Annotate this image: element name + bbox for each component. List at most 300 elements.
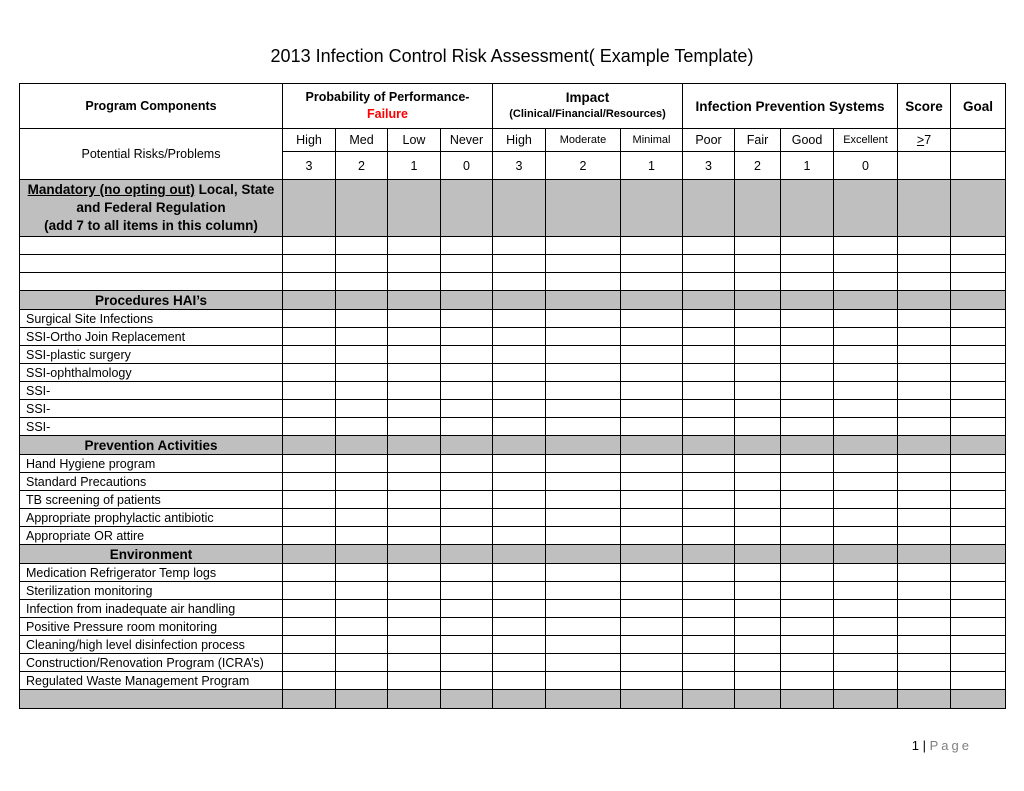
entry-cell[interactable] xyxy=(834,346,898,364)
entry-cell[interactable] xyxy=(621,180,683,237)
entry-cell[interactable] xyxy=(781,473,834,491)
entry-cell[interactable] xyxy=(781,418,834,436)
entry-cell[interactable] xyxy=(441,618,493,636)
entry-cell[interactable] xyxy=(388,455,441,473)
entry-cell[interactable] xyxy=(781,364,834,382)
entry-cell[interactable] xyxy=(493,690,546,709)
entry-cell[interactable] xyxy=(546,654,621,672)
entry-cell[interactable] xyxy=(898,564,951,582)
entry-cell[interactable] xyxy=(388,291,441,310)
entry-cell[interactable] xyxy=(621,455,683,473)
entry-cell[interactable] xyxy=(735,237,781,255)
entry-cell[interactable] xyxy=(898,400,951,418)
entry-cell[interactable] xyxy=(781,582,834,600)
entry-cell[interactable] xyxy=(951,545,1006,564)
entry-cell[interactable] xyxy=(546,618,621,636)
entry-cell[interactable] xyxy=(951,618,1006,636)
entry-cell[interactable] xyxy=(441,180,493,237)
entry-cell[interactable] xyxy=(834,672,898,690)
entry-cell[interactable] xyxy=(781,618,834,636)
entry-cell[interactable] xyxy=(336,690,388,709)
entry-cell[interactable] xyxy=(898,346,951,364)
entry-cell[interactable] xyxy=(621,364,683,382)
entry-cell[interactable] xyxy=(546,291,621,310)
entry-cell[interactable] xyxy=(493,527,546,545)
entry-cell[interactable] xyxy=(388,473,441,491)
entry-cell[interactable] xyxy=(621,400,683,418)
entry-cell[interactable] xyxy=(951,400,1006,418)
entry-cell[interactable] xyxy=(898,382,951,400)
entry-cell[interactable] xyxy=(898,328,951,346)
entry-cell[interactable] xyxy=(546,180,621,237)
entry-cell[interactable] xyxy=(336,418,388,436)
entry-cell[interactable] xyxy=(781,455,834,473)
entry-cell[interactable] xyxy=(735,545,781,564)
entry-cell[interactable] xyxy=(493,636,546,654)
entry-cell[interactable] xyxy=(834,255,898,273)
entry-cell[interactable] xyxy=(735,654,781,672)
entry-cell[interactable] xyxy=(388,545,441,564)
entry-cell[interactable] xyxy=(834,291,898,310)
entry-cell[interactable] xyxy=(283,564,336,582)
entry-cell[interactable] xyxy=(336,255,388,273)
entry-cell[interactable] xyxy=(388,364,441,382)
entry-cell[interactable] xyxy=(951,654,1006,672)
entry-cell[interactable] xyxy=(441,690,493,709)
entry-cell[interactable] xyxy=(951,672,1006,690)
entry-cell[interactable] xyxy=(834,310,898,328)
entry-cell[interactable] xyxy=(735,600,781,618)
entry-cell[interactable] xyxy=(388,255,441,273)
entry-cell[interactable] xyxy=(898,237,951,255)
entry-cell[interactable] xyxy=(441,310,493,328)
entry-cell[interactable] xyxy=(834,418,898,436)
entry-cell[interactable] xyxy=(781,346,834,364)
entry-cell[interactable] xyxy=(781,654,834,672)
entry-cell[interactable] xyxy=(336,672,388,690)
entry-cell[interactable] xyxy=(388,491,441,509)
entry-cell[interactable] xyxy=(546,636,621,654)
entry-cell[interactable] xyxy=(898,455,951,473)
entry-cell[interactable] xyxy=(781,690,834,709)
entry-cell[interactable] xyxy=(834,582,898,600)
entry-cell[interactable] xyxy=(546,690,621,709)
entry-cell[interactable] xyxy=(441,364,493,382)
entry-cell[interactable] xyxy=(781,255,834,273)
entry-cell[interactable] xyxy=(283,436,336,455)
entry-cell[interactable] xyxy=(546,346,621,364)
entry-cell[interactable] xyxy=(683,690,735,709)
entry-cell[interactable] xyxy=(621,291,683,310)
entry-cell[interactable] xyxy=(898,600,951,618)
entry-cell[interactable] xyxy=(683,618,735,636)
entry-cell[interactable] xyxy=(336,436,388,455)
entry-cell[interactable] xyxy=(683,582,735,600)
entry-cell[interactable] xyxy=(388,636,441,654)
entry-cell[interactable] xyxy=(781,564,834,582)
entry-cell[interactable] xyxy=(546,364,621,382)
entry-cell[interactable] xyxy=(621,636,683,654)
entry-cell[interactable] xyxy=(781,491,834,509)
entry-cell[interactable] xyxy=(621,545,683,564)
entry-cell[interactable] xyxy=(834,382,898,400)
entry-cell[interactable] xyxy=(834,180,898,237)
entry-cell[interactable] xyxy=(834,636,898,654)
entry-cell[interactable] xyxy=(951,364,1006,382)
entry-cell[interactable] xyxy=(441,418,493,436)
entry-cell[interactable] xyxy=(834,273,898,291)
entry-cell[interactable] xyxy=(735,328,781,346)
entry-cell[interactable] xyxy=(834,600,898,618)
entry-cell[interactable] xyxy=(951,527,1006,545)
entry-cell[interactable] xyxy=(493,654,546,672)
entry-cell[interactable] xyxy=(683,636,735,654)
entry-cell[interactable] xyxy=(683,672,735,690)
entry-cell[interactable] xyxy=(781,436,834,455)
entry-cell[interactable] xyxy=(735,455,781,473)
entry-cell[interactable] xyxy=(781,291,834,310)
entry-cell[interactable] xyxy=(493,473,546,491)
entry-cell[interactable] xyxy=(493,273,546,291)
entry-cell[interactable] xyxy=(781,636,834,654)
entry-cell[interactable] xyxy=(546,382,621,400)
entry-cell[interactable] xyxy=(493,255,546,273)
entry-cell[interactable] xyxy=(546,545,621,564)
entry-cell[interactable] xyxy=(336,618,388,636)
entry-cell[interactable] xyxy=(834,690,898,709)
entry-cell[interactable] xyxy=(336,509,388,527)
entry-cell[interactable] xyxy=(388,400,441,418)
entry-cell[interactable] xyxy=(283,455,336,473)
entry-cell[interactable] xyxy=(441,654,493,672)
entry-cell[interactable] xyxy=(493,545,546,564)
entry-cell[interactable] xyxy=(493,600,546,618)
entry-cell[interactable] xyxy=(441,328,493,346)
entry-cell[interactable] xyxy=(336,310,388,328)
entry-cell[interactable] xyxy=(441,636,493,654)
entry-cell[interactable] xyxy=(834,364,898,382)
entry-cell[interactable] xyxy=(441,400,493,418)
entry-cell[interactable] xyxy=(951,382,1006,400)
entry-cell[interactable] xyxy=(683,291,735,310)
entry-cell[interactable] xyxy=(621,690,683,709)
entry-cell[interactable] xyxy=(493,364,546,382)
entry-cell[interactable] xyxy=(735,418,781,436)
entry-cell[interactable] xyxy=(336,400,388,418)
entry-cell[interactable] xyxy=(735,310,781,328)
entry-cell[interactable] xyxy=(283,310,336,328)
entry-cell[interactable] xyxy=(493,346,546,364)
entry-cell[interactable] xyxy=(283,291,336,310)
entry-cell[interactable] xyxy=(781,545,834,564)
entry-cell[interactable] xyxy=(388,527,441,545)
entry-cell[interactable] xyxy=(781,310,834,328)
entry-cell[interactable] xyxy=(898,636,951,654)
entry-cell[interactable] xyxy=(898,654,951,672)
entry-cell[interactable] xyxy=(951,180,1006,237)
entry-cell[interactable] xyxy=(898,473,951,491)
entry-cell[interactable] xyxy=(898,436,951,455)
entry-cell[interactable] xyxy=(336,636,388,654)
entry-cell[interactable] xyxy=(283,328,336,346)
entry-cell[interactable] xyxy=(898,418,951,436)
entry-cell[interactable] xyxy=(493,328,546,346)
entry-cell[interactable] xyxy=(283,545,336,564)
entry-cell[interactable] xyxy=(834,527,898,545)
entry-cell[interactable] xyxy=(493,180,546,237)
entry-cell[interactable] xyxy=(898,491,951,509)
entry-cell[interactable] xyxy=(834,491,898,509)
entry-cell[interactable] xyxy=(493,582,546,600)
entry-cell[interactable] xyxy=(283,618,336,636)
entry-cell[interactable] xyxy=(493,672,546,690)
entry-cell[interactable] xyxy=(283,527,336,545)
entry-cell[interactable] xyxy=(283,636,336,654)
entry-cell[interactable] xyxy=(441,237,493,255)
entry-cell[interactable] xyxy=(951,690,1006,709)
entry-cell[interactable] xyxy=(735,400,781,418)
entry-cell[interactable] xyxy=(388,582,441,600)
entry-cell[interactable] xyxy=(781,273,834,291)
entry-cell[interactable] xyxy=(621,672,683,690)
entry-cell[interactable] xyxy=(441,509,493,527)
entry-cell[interactable] xyxy=(388,564,441,582)
entry-cell[interactable] xyxy=(951,491,1006,509)
entry-cell[interactable] xyxy=(683,564,735,582)
entry-cell[interactable] xyxy=(735,582,781,600)
entry-cell[interactable] xyxy=(621,473,683,491)
entry-cell[interactable] xyxy=(781,237,834,255)
entry-cell[interactable] xyxy=(735,291,781,310)
entry-cell[interactable] xyxy=(951,310,1006,328)
entry-cell[interactable] xyxy=(336,346,388,364)
entry-cell[interactable] xyxy=(735,509,781,527)
entry-cell[interactable] xyxy=(621,273,683,291)
entry-cell[interactable] xyxy=(441,582,493,600)
entry-cell[interactable] xyxy=(898,509,951,527)
entry-cell[interactable] xyxy=(493,455,546,473)
entry-cell[interactable] xyxy=(834,455,898,473)
entry-cell[interactable] xyxy=(683,255,735,273)
entry-cell[interactable] xyxy=(546,328,621,346)
entry-cell[interactable] xyxy=(336,582,388,600)
entry-cell[interactable] xyxy=(546,527,621,545)
entry-cell[interactable] xyxy=(735,382,781,400)
entry-cell[interactable] xyxy=(735,473,781,491)
entry-cell[interactable] xyxy=(441,672,493,690)
entry-cell[interactable] xyxy=(441,545,493,564)
entry-cell[interactable] xyxy=(336,654,388,672)
entry-cell[interactable] xyxy=(781,672,834,690)
entry-cell[interactable] xyxy=(951,273,1006,291)
entry-cell[interactable] xyxy=(834,545,898,564)
entry-cell[interactable] xyxy=(898,310,951,328)
entry-cell[interactable] xyxy=(493,237,546,255)
entry-cell[interactable] xyxy=(735,180,781,237)
entry-cell[interactable] xyxy=(336,382,388,400)
entry-cell[interactable] xyxy=(621,382,683,400)
entry-cell[interactable] xyxy=(834,237,898,255)
entry-cell[interactable] xyxy=(546,473,621,491)
entry-cell[interactable] xyxy=(735,255,781,273)
entry-cell[interactable] xyxy=(898,255,951,273)
entry-cell[interactable] xyxy=(951,600,1006,618)
entry-cell[interactable] xyxy=(336,273,388,291)
entry-cell[interactable] xyxy=(546,273,621,291)
entry-cell[interactable] xyxy=(621,582,683,600)
entry-cell[interactable] xyxy=(441,455,493,473)
entry-cell[interactable] xyxy=(336,455,388,473)
entry-cell[interactable] xyxy=(683,310,735,328)
entry-cell[interactable] xyxy=(898,672,951,690)
entry-cell[interactable] xyxy=(951,418,1006,436)
entry-cell[interactable] xyxy=(441,255,493,273)
entry-cell[interactable] xyxy=(621,564,683,582)
entry-cell[interactable] xyxy=(283,180,336,237)
entry-cell[interactable] xyxy=(621,237,683,255)
entry-cell[interactable] xyxy=(735,672,781,690)
entry-cell[interactable] xyxy=(735,636,781,654)
entry-cell[interactable] xyxy=(834,509,898,527)
entry-cell[interactable] xyxy=(735,436,781,455)
entry-cell[interactable] xyxy=(546,436,621,455)
entry-cell[interactable] xyxy=(336,364,388,382)
entry-cell[interactable] xyxy=(621,491,683,509)
entry-cell[interactable] xyxy=(336,491,388,509)
entry-cell[interactable] xyxy=(951,636,1006,654)
entry-cell[interactable] xyxy=(546,509,621,527)
entry-cell[interactable] xyxy=(621,509,683,527)
entry-cell[interactable] xyxy=(493,310,546,328)
entry-cell[interactable] xyxy=(493,509,546,527)
entry-cell[interactable] xyxy=(683,382,735,400)
entry-cell[interactable] xyxy=(388,382,441,400)
entry-cell[interactable] xyxy=(283,346,336,364)
entry-cell[interactable] xyxy=(283,672,336,690)
entry-cell[interactable] xyxy=(834,400,898,418)
entry-cell[interactable] xyxy=(951,237,1006,255)
entry-cell[interactable] xyxy=(683,545,735,564)
entry-cell[interactable] xyxy=(735,618,781,636)
entry-cell[interactable] xyxy=(683,600,735,618)
entry-cell[interactable] xyxy=(781,600,834,618)
entry-cell[interactable] xyxy=(546,455,621,473)
entry-cell[interactable] xyxy=(336,237,388,255)
entry-cell[interactable] xyxy=(388,690,441,709)
entry-cell[interactable] xyxy=(781,180,834,237)
entry-cell[interactable] xyxy=(735,273,781,291)
entry-cell[interactable] xyxy=(781,527,834,545)
entry-cell[interactable] xyxy=(441,346,493,364)
entry-cell[interactable] xyxy=(683,180,735,237)
entry-cell[interactable] xyxy=(388,618,441,636)
entry-cell[interactable] xyxy=(951,291,1006,310)
entry-cell[interactable] xyxy=(388,654,441,672)
entry-cell[interactable] xyxy=(834,618,898,636)
entry-cell[interactable] xyxy=(898,545,951,564)
entry-cell[interactable] xyxy=(283,418,336,436)
entry-cell[interactable] xyxy=(388,600,441,618)
entry-cell[interactable] xyxy=(898,582,951,600)
entry-cell[interactable] xyxy=(441,491,493,509)
entry-cell[interactable] xyxy=(735,564,781,582)
entry-cell[interactable] xyxy=(621,618,683,636)
entry-cell[interactable] xyxy=(493,418,546,436)
entry-cell[interactable] xyxy=(283,400,336,418)
entry-cell[interactable] xyxy=(683,364,735,382)
entry-cell[interactable] xyxy=(781,328,834,346)
entry-cell[interactable] xyxy=(546,564,621,582)
entry-cell[interactable] xyxy=(683,418,735,436)
entry-cell[interactable] xyxy=(493,382,546,400)
entry-cell[interactable] xyxy=(388,436,441,455)
entry-cell[interactable] xyxy=(546,600,621,618)
entry-cell[interactable] xyxy=(683,436,735,455)
entry-cell[interactable] xyxy=(951,436,1006,455)
entry-cell[interactable] xyxy=(621,600,683,618)
entry-cell[interactable] xyxy=(336,328,388,346)
entry-cell[interactable] xyxy=(546,672,621,690)
entry-cell[interactable] xyxy=(283,509,336,527)
entry-cell[interactable] xyxy=(735,690,781,709)
entry-cell[interactable] xyxy=(621,255,683,273)
entry-cell[interactable] xyxy=(898,618,951,636)
entry-cell[interactable] xyxy=(546,237,621,255)
entry-cell[interactable] xyxy=(898,527,951,545)
entry-cell[interactable] xyxy=(441,564,493,582)
entry-cell[interactable] xyxy=(683,346,735,364)
entry-cell[interactable] xyxy=(834,564,898,582)
entry-cell[interactable] xyxy=(336,527,388,545)
entry-cell[interactable] xyxy=(388,310,441,328)
entry-cell[interactable] xyxy=(683,328,735,346)
entry-cell[interactable] xyxy=(683,491,735,509)
entry-cell[interactable] xyxy=(336,600,388,618)
entry-cell[interactable] xyxy=(388,509,441,527)
entry-cell[interactable] xyxy=(546,491,621,509)
entry-cell[interactable] xyxy=(336,291,388,310)
entry-cell[interactable] xyxy=(735,491,781,509)
entry-cell[interactable] xyxy=(283,491,336,509)
entry-cell[interactable] xyxy=(283,473,336,491)
entry-cell[interactable] xyxy=(834,473,898,491)
entry-cell[interactable] xyxy=(441,600,493,618)
entry-cell[interactable] xyxy=(781,509,834,527)
entry-cell[interactable] xyxy=(336,564,388,582)
entry-cell[interactable] xyxy=(683,509,735,527)
entry-cell[interactable] xyxy=(283,364,336,382)
entry-cell[interactable] xyxy=(546,310,621,328)
entry-cell[interactable] xyxy=(621,346,683,364)
entry-cell[interactable] xyxy=(898,690,951,709)
entry-cell[interactable] xyxy=(951,455,1006,473)
entry-cell[interactable] xyxy=(735,364,781,382)
entry-cell[interactable] xyxy=(951,346,1006,364)
entry-cell[interactable] xyxy=(283,273,336,291)
entry-cell[interactable] xyxy=(493,564,546,582)
entry-cell[interactable] xyxy=(493,400,546,418)
entry-cell[interactable] xyxy=(621,310,683,328)
entry-cell[interactable] xyxy=(951,255,1006,273)
entry-cell[interactable] xyxy=(388,346,441,364)
entry-cell[interactable] xyxy=(735,527,781,545)
entry-cell[interactable] xyxy=(898,273,951,291)
entry-cell[interactable] xyxy=(283,690,336,709)
entry-cell[interactable] xyxy=(493,436,546,455)
entry-cell[interactable] xyxy=(834,328,898,346)
entry-cell[interactable] xyxy=(951,582,1006,600)
entry-cell[interactable] xyxy=(283,255,336,273)
